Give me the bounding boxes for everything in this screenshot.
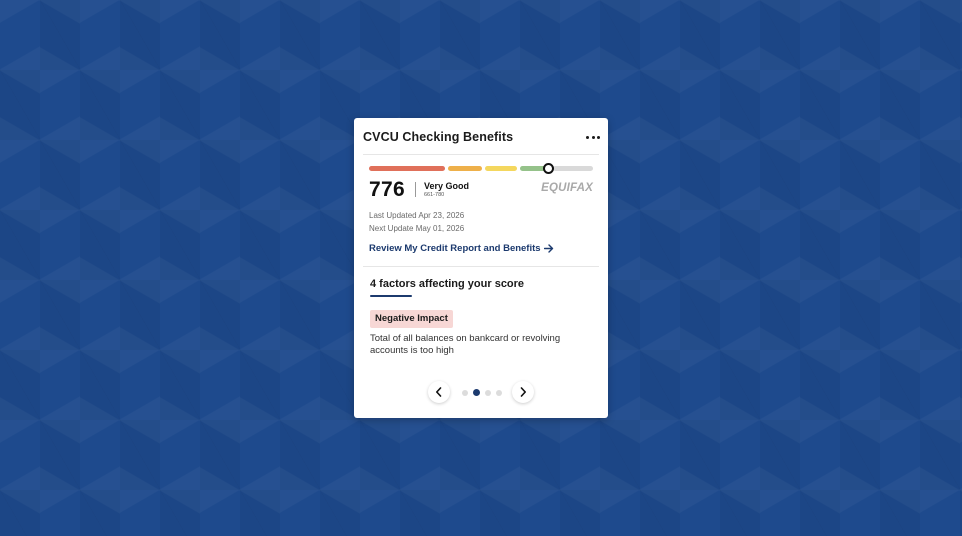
arrow-right-icon (544, 244, 554, 253)
divider (363, 266, 599, 267)
factors-heading: 4 factors affecting your score (370, 278, 525, 290)
score-marker (543, 163, 554, 174)
previous-factor-button[interactable] (428, 381, 450, 403)
pager-dots (462, 389, 502, 396)
factors-heading-underline (370, 295, 412, 297)
last-updated-text: Last Updated Apr 23, 2026 (369, 211, 465, 220)
pager-dot[interactable] (496, 390, 502, 396)
card-title: CVCU Checking Benefits (363, 130, 514, 144)
chevron-left-icon (435, 387, 443, 397)
scale-segment-poor (369, 166, 445, 171)
credit-score-card (354, 118, 608, 418)
pager-dot[interactable] (462, 390, 468, 396)
equifax-logo: EQUIFAX (541, 182, 593, 194)
impact-badge: Negative Impact (370, 310, 453, 328)
next-update-text: Next Update May 01, 2026 (369, 224, 465, 233)
divider (363, 154, 599, 155)
more-horizontal-icon-dot (597, 136, 600, 139)
more-options-button[interactable] (582, 132, 600, 143)
scale-segment-fair (448, 166, 482, 171)
review-credit-report-link[interactable] (369, 243, 554, 254)
factor-description: Total of all balances on bankcard or revolving accounts is too high (370, 333, 561, 356)
pager-dot-active[interactable] (473, 389, 480, 396)
more-horizontal-icon-dot (592, 136, 595, 139)
score-rating-range: 661-780 (424, 192, 445, 198)
pager-dot[interactable] (485, 390, 491, 396)
card-header (363, 127, 600, 147)
scale-segment-good (485, 166, 517, 171)
next-factor-button[interactable] (512, 381, 534, 403)
score-row (369, 178, 593, 202)
scale-segment-excellent (553, 166, 593, 171)
more-horizontal-icon (586, 136, 589, 139)
score-separator (415, 182, 416, 197)
score-rating-label: Very Good (424, 181, 470, 191)
chevron-right-icon (519, 387, 527, 397)
score-scale-bar (369, 166, 593, 171)
review-link-label: Review My Credit Report and Benefits (369, 243, 541, 254)
credit-score-value: 776 (369, 178, 405, 201)
factor-pager (428, 381, 534, 403)
